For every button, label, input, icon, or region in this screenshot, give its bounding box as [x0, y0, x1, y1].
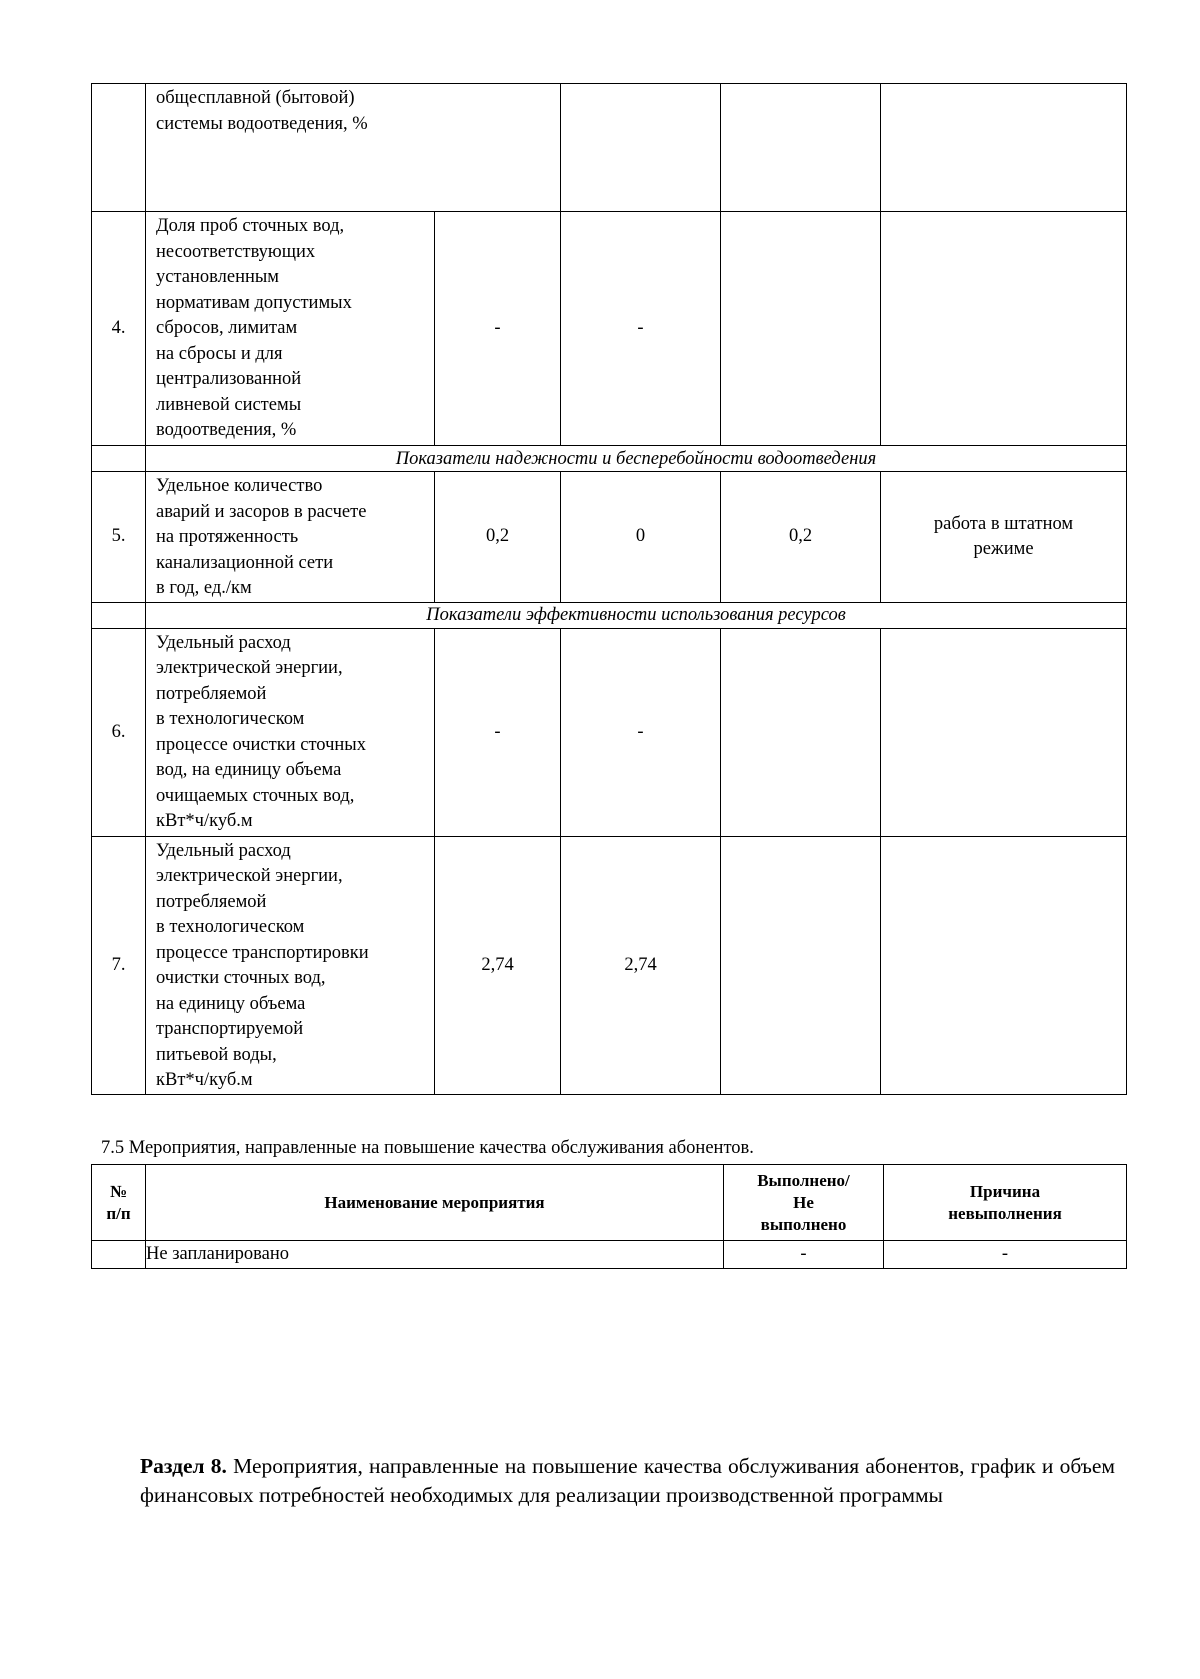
- indicator-name-cell: Удельное количество аварий и засоров в расчете на протяженность канализационной сети в год, ед./км: [146, 472, 435, 603]
- section-8-text: Мероприятия, направленные на повышение качества обслуживания абонентов, график и объем финансовых потребностей необходимых для реализации производственной программы: [140, 1454, 1115, 1507]
- note-cell: [881, 84, 1127, 212]
- done-cell: -: [724, 1241, 884, 1269]
- note-cell: [881, 836, 1127, 1094]
- note-cell: [881, 212, 1127, 446]
- value-cell: [721, 628, 881, 836]
- value-cell: -: [561, 212, 721, 446]
- header-activity-name: Наименование мероприятия: [146, 1165, 724, 1241]
- table-header-row: [92, 1165, 1127, 1241]
- section-header-row: [92, 602, 1127, 628]
- table-row: [92, 628, 1127, 836]
- row-number-cell: 7.: [92, 836, 146, 1094]
- reason-cell: -: [884, 1241, 1127, 1269]
- value-cell: -: [435, 212, 561, 446]
- value-cell: 0: [561, 472, 721, 603]
- section-8-heading: [140, 1452, 1115, 1510]
- row-number-cell: 5.: [92, 472, 146, 603]
- header-reason: Причина невыполнения: [884, 1165, 1127, 1241]
- indicator-name-cell: Доля проб сточных вод, несоответствующих установленным нормативам допустимых сбросов, лимитам на сбросы и для централизованной ливневой системы водоотведения, %: [146, 212, 435, 446]
- row-number-cell: [92, 84, 146, 212]
- value-cell: [721, 212, 881, 446]
- indicator-name-cell: Удельный расход электрической энергии, потребляемой в технологическом процессе транспортировки очистки сточных вод, на единицу объема транспортируемой питьевой воды, кВт*ч/куб.м: [146, 836, 435, 1094]
- indicator-name-cell: общесплавной (бытовой) системы водоотведения, %: [146, 84, 561, 212]
- value-cell: 0,2: [721, 472, 881, 603]
- activities-table: [91, 1164, 1127, 1269]
- row-number-cell: 4.: [92, 212, 146, 446]
- note-cell: [881, 628, 1127, 836]
- table-row: [92, 1241, 1127, 1269]
- header-done: Выполнено/ Не выполнено: [724, 1165, 884, 1241]
- value-cell: -: [435, 628, 561, 836]
- value-cell: [721, 836, 881, 1094]
- value-cell: [721, 84, 881, 212]
- note-cell: работа в штатном режиме: [881, 472, 1127, 603]
- table-row: [92, 472, 1127, 603]
- value-cell: 2,74: [435, 836, 561, 1094]
- row-number-cell: [92, 602, 146, 628]
- row-number-cell: [92, 446, 146, 472]
- section-8-label: Раздел 8.: [140, 1454, 227, 1478]
- indicator-name-cell: Удельный расход электрической энергии, потребляемой в технологическом процессе очистки сточных вод, на единицу объема очищаемых сточных вод, кВт*ч/куб.м: [146, 628, 435, 836]
- table-row: [92, 84, 1127, 212]
- value-cell: [561, 84, 721, 212]
- table-row: [92, 836, 1127, 1094]
- subsection-caption: 7.5 Мероприятия, направленные на повышение качества обслуживания абонентов.: [101, 1138, 754, 1158]
- section-title-reliability: Показатели надежности и бесперебойности водоотведения: [146, 446, 1127, 472]
- section-header-row: [92, 446, 1127, 472]
- indicators-table: [91, 83, 1127, 1095]
- value-cell: 0,2: [435, 472, 561, 603]
- row-number-cell: 6.: [92, 628, 146, 836]
- section-title-efficiency: Показатели эффективности использования ресурсов: [146, 602, 1127, 628]
- value-cell: 2,74: [561, 836, 721, 1094]
- row-number-cell: [92, 1241, 146, 1269]
- activity-name-cell: Не запланировано: [146, 1241, 724, 1269]
- header-number: № п/п: [92, 1165, 146, 1241]
- value-cell: -: [561, 628, 721, 836]
- table-row: [92, 212, 1127, 446]
